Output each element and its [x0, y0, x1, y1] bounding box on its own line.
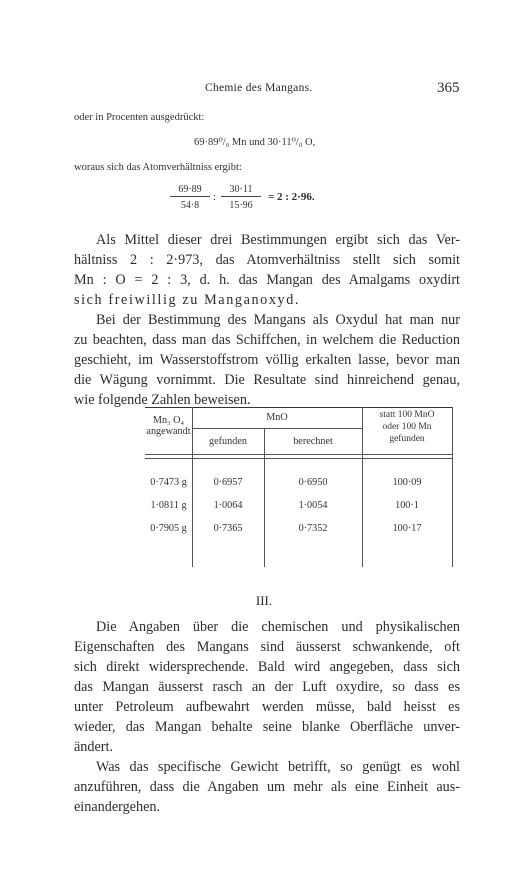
page-number: 365: [437, 80, 460, 96]
paragraph-4-line: anzuführen, dass die Angaben um mehr als eine Einheit aus-: [74, 779, 460, 795]
table-col-rule: [452, 407, 453, 567]
fraction-mn-denominator: 54·8: [180, 200, 200, 211]
paragraph-3-line: unter Petroleum aufbewahrt werden müsse, bald heisst es: [74, 699, 460, 715]
ratio-separator: :: [213, 192, 216, 203]
paragraph-1-line: Mn : O = 2 : 3, d. h. das Mangan des Amalgams oxydirt: [74, 272, 460, 288]
ratio-intro: woraus sich das Atomverhältniss ergibt:: [74, 162, 242, 173]
table-mno-rule: [192, 428, 362, 429]
paragraph-2-line: die Wägung vornimmt. Die Resultate sind hinreichend genau,: [74, 372, 460, 388]
paragraph-1-line: hältniss 2 : 2·973, das Atomverhältniss stellt sich somit: [74, 252, 460, 268]
ratio-result: = 2 : 2·96.: [268, 191, 315, 203]
col-header-found: gefunden: [209, 436, 247, 447]
table-col-rule: [264, 428, 265, 567]
fraction-mn: [170, 184, 210, 211]
paragraph-3-line: Die Angaben über die chemischen und physikalischen: [96, 619, 460, 635]
fraction-o-numerator: 30·11: [221, 184, 261, 197]
col-header-mno: MnO: [266, 412, 288, 423]
col-header-used: [145, 415, 192, 437]
cell-found: 0·7365: [213, 523, 243, 534]
paragraph-4-line: Was das specifische Gewicht betrifft, so genügt es wohl: [96, 759, 460, 775]
col-header-per100-line: oder 100 Mn: [382, 422, 432, 432]
paragraph-1-line: Als Mittel dieser drei Bestimmungen ergibt sich das Ver-: [96, 232, 460, 248]
col-header-used-formula: Mn₃ O₄: [152, 415, 185, 426]
page-header: [0, 82, 528, 100]
cell-calc: 0·7352: [298, 523, 328, 534]
intro-line: oder in Procenten ausgedrückt:: [74, 112, 205, 123]
section-number: III.: [255, 593, 273, 608]
fraction-o-denominator: 15·96: [229, 200, 253, 211]
paragraph-2-line: wie folgende Zahlen beweisen.: [74, 392, 251, 408]
cell-used: 1·0811 g: [150, 500, 187, 511]
cell-found: 1·0064: [213, 500, 243, 511]
paragraph-2: [74, 310, 460, 410]
paragraph-3-line: ändert.: [74, 739, 113, 755]
col-header-per100: [362, 409, 452, 445]
col-header-calc: berechnet: [293, 436, 333, 447]
paragraph-4-line: einandergehen.: [74, 799, 161, 815]
paragraph-3-line: wieder, das Mangan behalte seine blanke Oberfläche unver-: [74, 719, 460, 735]
paragraph-2-line: Bei der Bestimmung des Mangans als Oxydul hat man nur: [96, 312, 460, 328]
paragraph-3-line: Eigenschaften des Mangans sind äusserst schwankende, oft: [74, 639, 460, 655]
cell-used: 0·7473 g: [150, 477, 187, 488]
paragraph-1-line: sich freiwillig zu Manganoxyd.: [74, 292, 301, 308]
percent-line: 69·89⁰/₀ Mn und 30·11⁰/₀ O,: [194, 137, 316, 148]
paragraph-2-line: zu beachten, dass man das Schiffchen, in welchem die Reduction: [74, 332, 460, 348]
cell-per100: 100·17: [392, 523, 422, 534]
cell-found: 0·6957: [213, 477, 243, 488]
paragraph-4: [74, 757, 460, 817]
paragraph-3-line: sich direkt widersprechende. Bald wird angegeben, dass sich: [74, 659, 460, 675]
fraction-o: [221, 184, 261, 211]
col-header-used-label: angewandt: [146, 426, 191, 437]
fraction-mn-numerator: 69·89: [170, 184, 210, 197]
col-header-per100-line: statt 100 MnO: [379, 410, 435, 420]
cell-calc: 1·0054: [298, 500, 328, 511]
paragraph-3-line: das Mangan äusserst rasch an der Luft oxydire, so dass es: [74, 679, 460, 695]
paragraph-3: [74, 617, 460, 757]
cell-per100: 100·1: [395, 500, 419, 511]
running-title: Chemie des Mangans.: [205, 82, 313, 94]
col-header-per100-line: gefunden: [389, 434, 425, 444]
cell-calc: 0·6950: [298, 477, 328, 488]
cell-per100: 100·09: [392, 477, 422, 488]
cell-used: 0·7905 g: [150, 523, 187, 534]
paragraph-2-line: geschieht, im Wasserstoffstrom völlig erkalten lasse, bevor man: [74, 352, 460, 368]
paragraph-1: [74, 230, 460, 310]
